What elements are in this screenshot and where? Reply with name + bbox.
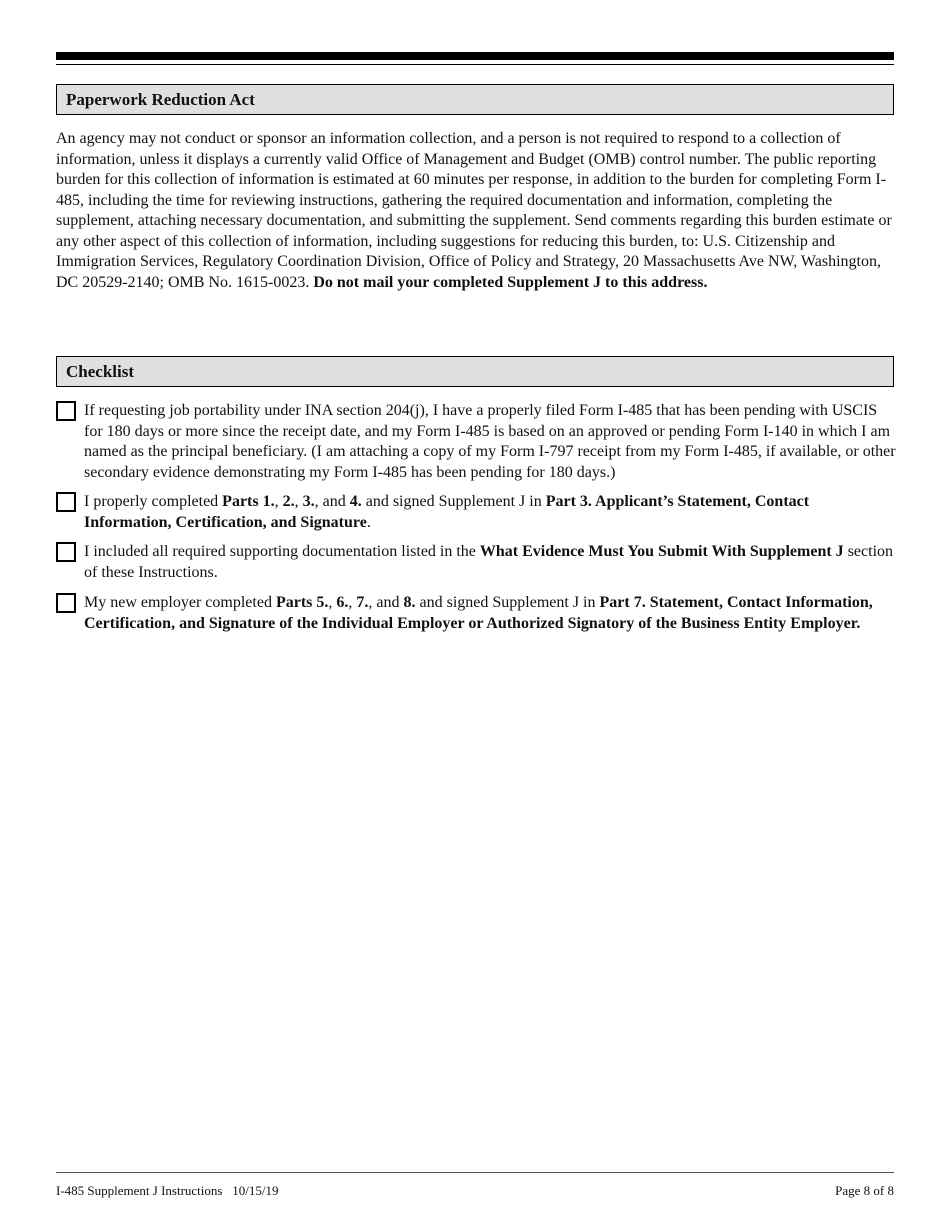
checklist-checkbox[interactable] [56,542,76,562]
bold-run: 6. [336,594,349,611]
checklist-item-text [84,492,896,533]
text-run: . [366,513,371,531]
form-name: I-485 Supplement J Instructions [56,1183,223,1198]
paperwork-reduction-paragraph [56,129,896,293]
checklist-item-text [84,593,896,634]
text-run: and signed Supplement J in [415,594,600,611]
paperwork-reduction-act-header [56,84,894,115]
bold-run: 7. [356,594,369,611]
bold-run: What Evidence Must You Submit With Supplement J [479,543,844,560]
text-run: , and [314,493,350,510]
text-run: , [294,493,303,510]
checklist-checkbox[interactable] [56,492,76,512]
text-run: , [274,493,283,510]
footer-form-label [56,1183,278,1199]
bold-run: 8. [403,594,416,611]
checklist-checkbox[interactable] [56,593,76,613]
top-thick-rule [56,52,894,60]
footer-rule [56,1172,894,1173]
checklist-item-text [84,542,896,583]
bold-run: Part 7. Statement, Contact Information, Certification, and Signature of the Individual Employer or Authorized Signatory of the Business Entity Employer. [84,594,873,632]
bold-run: 2. [282,493,295,510]
text-run: , [348,594,357,611]
page-number: Page 8 of 8 [835,1183,894,1198]
checklist-checkbox[interactable] [56,401,76,421]
top-thin-rule [56,64,894,65]
checklist-item-text: If requesting job portability under INA section 204(j), I have a properly filed Form I-485 that has been pending with USCIS for 180 days or more since the receipt date, and my Form I-485 is based on an approved or pending Form I-140 in which I am named as the principal beneficiary. (I am attaching a copy of my Form I-797 receipt from my Form I-485, if available, or other secondary evidence demonstrating my Form I-485 has been pending for 180 days.) [84,402,896,481]
bold-run: Part 3. Applicant’s Statement, Contact Information, Certification, and Signature [84,493,810,531]
paperwork-bold-text: Do not mail your completed Supplement J to this address. [313,273,708,291]
text-run: My new employer completed [84,594,276,611]
checklist-section-title: Checklist [66,362,134,381]
text-run: , [328,594,337,611]
paperwork-section-title: Paperwork Reduction Act [66,90,255,109]
bold-run: Parts 5. [275,594,329,611]
text-run: and signed Supplement J in [361,493,546,510]
edition-date: 10/15/19 [232,1183,279,1198]
paperwork-text: An agency may not conduct or sponsor an information collection, and a person is not required to respond to a collection of information, unless it displays a currently valid Office of Management and Budget (OMB) control number. The public reporting burden for this collection of information is estimated at 60 minutes per response, in addition to the burden for completing Form I-485, including the time for reviewing instructions, gathering the required documentation and information, completing the supplement, attaching necessary documentation, and submitting the supplement. Send comments regarding this burden estimate or any other aspect of this collection of information, including suggestions for reducing this burden, to: U.S. Citizenship and Immigration Services, Regulatory Coordination Division, Office of Policy and Strategy, 20 Massachusetts Ave NW, Washington, DC 20529-2140; OMB No. 1615-0023. [56,130,892,291]
checklist-header [56,356,894,387]
text-run: , and [368,594,404,611]
bold-run: 4. [349,493,362,510]
text-run: I included all required supporting documentation listed in the [84,543,480,560]
text-run: section of these Instructions. [84,543,894,581]
bold-run: Parts 1. [222,493,275,510]
text-run: I properly completed [84,493,223,510]
bold-run: 3. [302,493,315,510]
